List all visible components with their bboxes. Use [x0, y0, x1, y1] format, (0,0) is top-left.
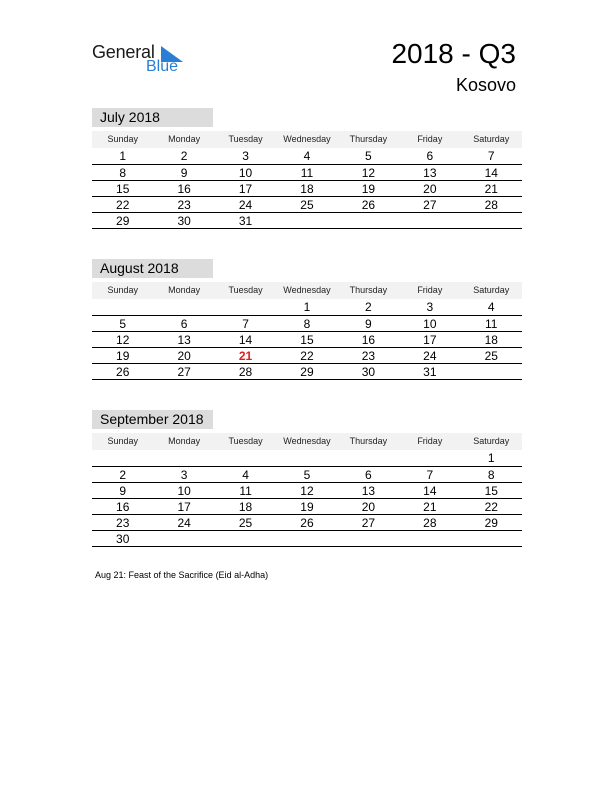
day-cell: 9: [119, 484, 127, 498]
day-cell: 1: [487, 451, 495, 465]
week-row: [92, 531, 522, 547]
day-cell: 26: [116, 365, 130, 379]
weekday-label: Monday: [168, 436, 201, 446]
day-cell: 5: [119, 317, 127, 331]
day-cell: 16: [177, 182, 191, 196]
weekday-header: [92, 131, 522, 148]
day-cell: 23: [177, 198, 191, 212]
day-cell: 21: [484, 182, 498, 196]
day-cell: 19: [361, 182, 376, 196]
day-cell: 15: [300, 333, 314, 347]
weekday-label: Tuesday: [228, 285, 263, 295]
day-cell: 13: [177, 333, 191, 347]
day-cell: 26: [300, 516, 314, 530]
day-cell: 15: [116, 182, 130, 196]
logo-general-text: General: [92, 42, 155, 62]
empty-cell: [399, 531, 460, 546]
week-row: [92, 148, 522, 165]
day-cell: 10: [177, 484, 191, 498]
day-cell: 25: [300, 198, 314, 212]
month-title: September 2018: [92, 410, 213, 429]
week-row: [92, 299, 522, 316]
month-grid: [92, 450, 522, 547]
empty-cell: [215, 450, 276, 466]
day-cell: 12: [116, 333, 130, 347]
day-cell: 5: [365, 149, 372, 163]
day-cell: 30: [177, 214, 191, 228]
day-cell: 6: [365, 468, 372, 482]
day-cell: 17: [238, 182, 253, 196]
weekday-label: Saturday: [473, 285, 510, 295]
day-cell: 4: [303, 149, 311, 163]
week-row: [92, 181, 522, 197]
day-cell: 28: [484, 198, 498, 212]
day-cell: 2: [365, 300, 372, 314]
weekday-label: Tuesday: [228, 436, 263, 446]
weekday-header: [92, 433, 522, 450]
day-cell: 20: [361, 500, 376, 514]
month-title: August 2018: [92, 259, 213, 278]
empty-cell: [215, 299, 276, 315]
day-cell: 27: [361, 516, 376, 530]
day-cell: 7: [426, 468, 434, 482]
weekday-label: Monday: [168, 134, 201, 144]
empty-cell: [461, 213, 522, 228]
week-row: [92, 332, 522, 348]
week-row: [92, 450, 522, 467]
week-row: [92, 165, 522, 181]
day-cell: 31: [238, 214, 253, 228]
day-cell: 11: [485, 317, 498, 331]
week-row: [92, 348, 522, 364]
empty-cell: [92, 450, 153, 466]
day-cell: 1: [119, 149, 127, 163]
day-cell: 4: [242, 468, 249, 482]
day-cell: 25: [238, 516, 253, 530]
day-cell: 29: [300, 365, 314, 379]
day-cell: 26: [361, 198, 376, 212]
week-row: [92, 467, 522, 483]
day-cell: 21: [423, 500, 437, 514]
day-cell: 18: [300, 182, 314, 196]
page-title: 2018 - Q3: [391, 38, 516, 69]
weekday-label: Friday: [417, 436, 443, 446]
month-september: [92, 410, 522, 547]
day-cell: 31: [423, 365, 437, 379]
day-cell: 22: [484, 500, 498, 514]
weekday-label: Thursday: [349, 134, 388, 144]
month-july: [92, 108, 522, 229]
weekday-label: Thursday: [349, 436, 388, 446]
empty-cell: [276, 531, 337, 546]
day-cell: 24: [423, 349, 437, 363]
empty-cell: [153, 299, 214, 315]
day-cell: 20: [423, 182, 437, 196]
empty-cell: [276, 213, 337, 228]
day-cell: 23: [116, 516, 130, 530]
day-cell: 3: [180, 468, 188, 482]
empty-cell: [276, 450, 337, 466]
day-cell: 12: [300, 484, 314, 498]
day-cell: 17: [423, 333, 437, 347]
day-cell: 8: [119, 166, 127, 180]
week-row: [92, 197, 522, 213]
day-cell: 11: [239, 484, 252, 498]
day-cell: 25: [484, 349, 498, 363]
weekday-label: Sunday: [107, 134, 138, 144]
day-cell: 10: [423, 317, 437, 331]
day-cell: 27: [423, 198, 437, 212]
week-row: [92, 364, 522, 380]
weekday-label: Thursday: [349, 285, 388, 295]
week-row: [92, 515, 522, 531]
day-cell: 7: [242, 317, 249, 331]
week-row: [92, 316, 522, 332]
day-cell: 5: [303, 468, 311, 482]
empty-cell: [338, 450, 399, 466]
day-cell: 28: [238, 365, 253, 379]
week-row: [92, 499, 522, 515]
day-cell: 14: [238, 333, 253, 347]
weekday-label: Saturday: [473, 436, 510, 446]
day-cell: 18: [484, 333, 498, 347]
holiday-day-cell: 21: [238, 349, 253, 363]
day-cell: 29: [484, 516, 498, 530]
day-cell: 6: [180, 317, 188, 331]
empty-cell: [399, 450, 460, 466]
day-cell: 29: [116, 214, 130, 228]
day-cell: 22: [116, 198, 130, 212]
weekday-label: Sunday: [107, 285, 138, 295]
day-cell: 13: [361, 484, 376, 498]
empty-cell: [338, 213, 399, 228]
day-cell: 3: [426, 300, 434, 314]
day-cell: 9: [180, 166, 188, 180]
day-cell: 13: [423, 166, 437, 180]
day-cell: 18: [238, 500, 253, 514]
day-cell: 30: [116, 532, 130, 546]
weekday-label: Wednesday: [283, 285, 331, 295]
day-cell: 7: [487, 149, 495, 163]
empty-cell: [92, 299, 153, 315]
day-cell: 9: [365, 317, 372, 331]
weekday-label: Wednesday: [283, 436, 331, 446]
day-cell: 20: [177, 349, 191, 363]
weekday-label: Wednesday: [283, 134, 331, 144]
weekday-label: Friday: [417, 134, 443, 144]
empty-cell: [461, 531, 522, 546]
day-cell: 2: [180, 149, 188, 163]
generalblue-logo: [92, 40, 202, 80]
weekday-label: Friday: [417, 285, 443, 295]
holiday-note: Aug 21: Feast of the Sacrifice (Eid al-Adha): [95, 570, 269, 580]
month-title: July 2018: [92, 108, 213, 127]
empty-cell: [153, 531, 214, 546]
day-cell: 30: [361, 365, 376, 379]
empty-cell: [215, 531, 276, 546]
day-cell: 14: [423, 484, 437, 498]
day-cell: 8: [487, 468, 495, 482]
day-cell: 17: [177, 500, 191, 514]
week-row: [92, 483, 522, 499]
month-grid: [92, 148, 522, 229]
day-cell: 15: [484, 484, 498, 498]
day-cell: 23: [361, 349, 376, 363]
empty-cell: [338, 531, 399, 546]
day-cell: 22: [300, 349, 314, 363]
empty-cell: [399, 213, 460, 228]
weekday-label: Sunday: [107, 436, 138, 446]
day-cell: 27: [177, 365, 191, 379]
day-cell: 19: [116, 349, 130, 363]
day-cell: 19: [300, 500, 314, 514]
weekday-label: Monday: [168, 285, 201, 295]
month-grid: [92, 299, 522, 380]
day-cell: 8: [303, 317, 311, 331]
day-cell: 10: [238, 166, 253, 180]
empty-cell: [461, 364, 522, 379]
week-row: [92, 213, 522, 229]
logo-blue-text: Blue: [146, 58, 179, 75]
day-cell: 11: [300, 166, 314, 180]
day-cell: 24: [177, 516, 191, 530]
day-cell: 24: [238, 198, 253, 212]
weekday-label: Saturday: [473, 134, 510, 144]
day-cell: 12: [361, 166, 376, 180]
day-cell: 16: [116, 500, 130, 514]
month-august: [92, 259, 522, 380]
weekday-label: Tuesday: [228, 134, 263, 144]
day-cell: 14: [484, 166, 498, 180]
day-cell: 16: [361, 333, 376, 347]
day-cell: 3: [242, 149, 249, 163]
day-cell: 6: [426, 149, 434, 163]
empty-cell: [153, 450, 214, 466]
weekday-header: [92, 282, 522, 299]
day-cell: 2: [119, 468, 127, 482]
day-cell: 1: [303, 300, 311, 314]
day-cell: 28: [423, 516, 437, 530]
day-cell: 4: [487, 300, 495, 314]
country-name: Kosovo: [455, 75, 516, 95]
